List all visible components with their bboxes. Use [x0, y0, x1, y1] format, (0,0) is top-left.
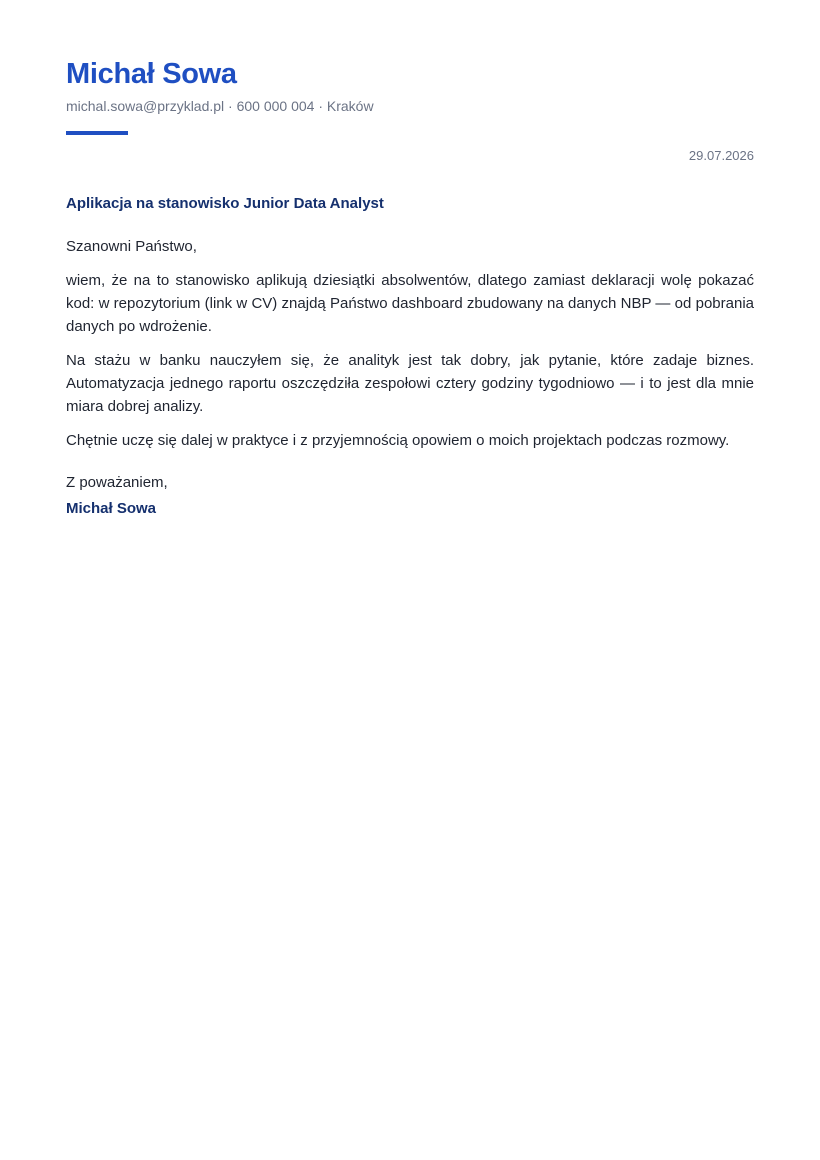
- letter-body: [66, 235, 754, 463]
- letter-subject: Aplikacja na stanowisko Junior Data Analyst: [66, 195, 384, 212]
- body-paragraph: Chętnie uczę się dalej w praktyce i z przyjemnością opowiem o moich projektach podczas rozmowy.: [66, 432, 730, 449]
- accent-divider: [66, 131, 128, 135]
- body-paragraph: wiem, że na to stanowisko aplikują dziesiątki absolwentów, dlatego zamiast deklaracji wolę pokazać kod: w repozytorium (link w CV) znajdą Państwo dashboard zbudowany na danych NBP — od pobrania danych po wdrożenie.: [66, 272, 754, 335]
- closing: Z poważaniem,: [66, 474, 168, 491]
- letter-date: 29.07.2026: [688, 148, 754, 163]
- sender-name: Michał Sowa: [66, 58, 237, 90]
- salutation: Szanowni Państwo,: [66, 238, 197, 255]
- sender-contact: michal.sowa@przyklad.pl · 600 000 004 · Kraków: [66, 98, 374, 114]
- signature: Michał Sowa: [66, 500, 157, 517]
- body-paragraph: Na stażu w banku nauczyłem się, że analityk jest tak dobry, jak pytanie, które zadaje biznes. Automatyzacja jednego raportu oszczędziła zespołowi cztery godziny tygodniowo — i to jest dla mnie miara dobrej analizy.: [66, 352, 754, 415]
